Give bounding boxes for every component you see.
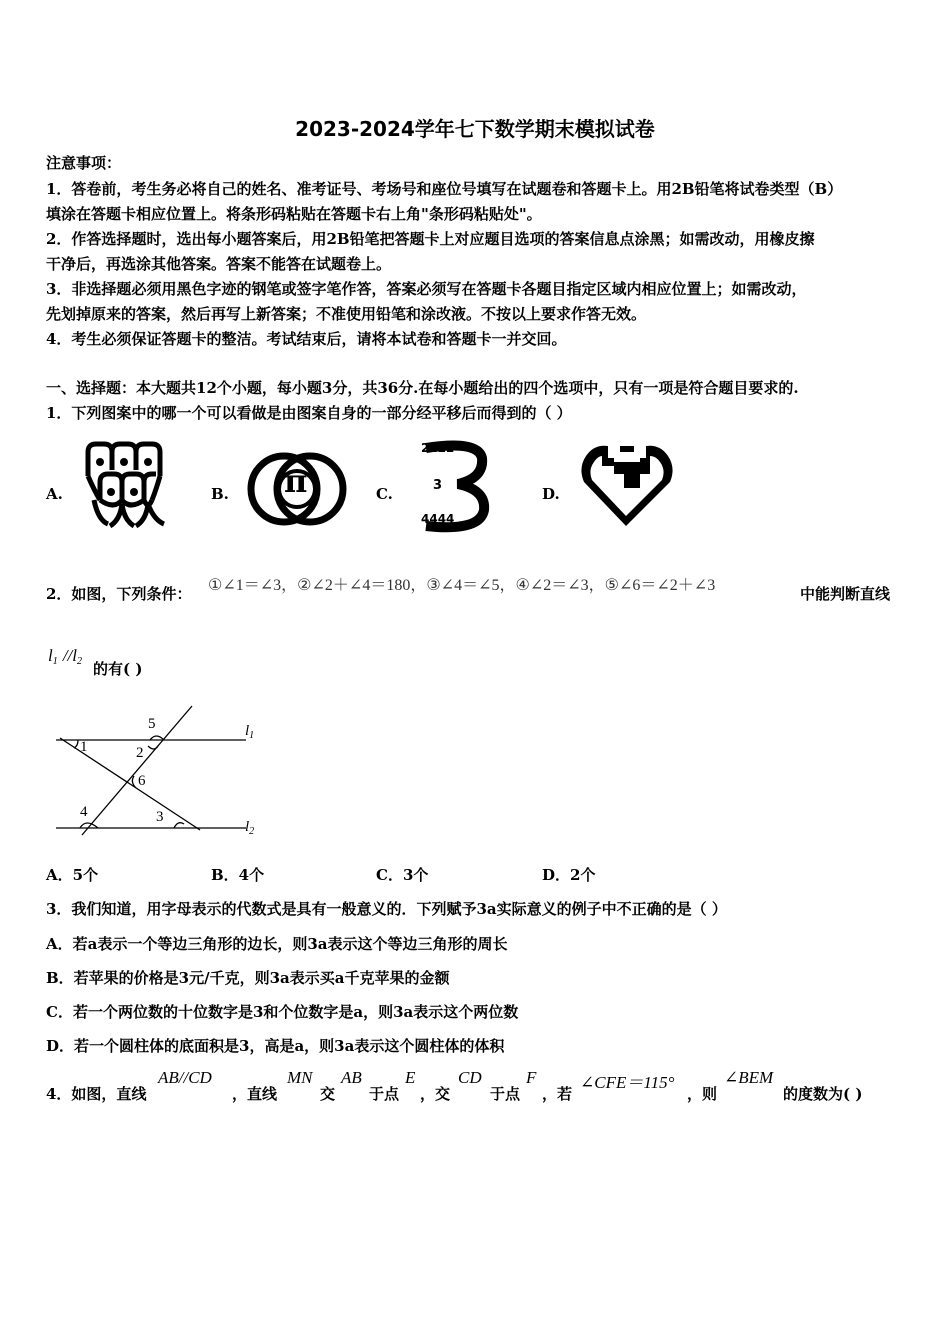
q2-after: 的有( ) bbox=[93, 660, 143, 678]
q4-math-angle-bem: ∠BEM bbox=[724, 1068, 774, 1087]
q4-math-f: F bbox=[526, 1068, 537, 1087]
q3-option-c[interactable]: C．若一个两位数的十位数字是3和个位数字是a，则3a表示这个两位数 bbox=[46, 1003, 519, 1021]
q2-parallel-expr: $l_1$ $//l_2$ bbox=[48, 646, 83, 667]
q1-option-a[interactable]: A. bbox=[46, 485, 63, 503]
notice-line: 3．非选择题必须用黑色字迹的钢笔或签字笔作答，答案必须写在答题卡各题目指定区域内相应位置上；如需改动， bbox=[46, 280, 807, 298]
notice-line: 4．考生必须保证答题卡的整洁。考试结束后，请将本试卷和答题卡一并交回。 bbox=[46, 330, 567, 348]
q1-figure-a bbox=[84, 440, 174, 532]
q1-option-b[interactable]: B. bbox=[211, 485, 229, 503]
q3-option-a[interactable]: A．若a表示一个等边三角形的边长，则3a表示这个等边三角形的周长 bbox=[46, 935, 508, 953]
c-text-mid: 3 bbox=[433, 478, 443, 493]
angle-label-5: 5 bbox=[148, 716, 156, 732]
angle-label-2: 2 bbox=[136, 745, 144, 761]
q1-option-d[interactable]: D. bbox=[542, 485, 560, 503]
notice-line: 2．作答选择题时，选出每小题答案后，用2B铅笔把答题卡上对应题目选项的答案信息点涂黑；如需改动，用橡皮擦 bbox=[46, 230, 815, 248]
angle-label-4: 4 bbox=[80, 804, 88, 820]
q3-option-d[interactable]: D．若一个圆柱体的底面积是3，高是a，则3a表示这个圆柱体的体积 bbox=[46, 1037, 505, 1055]
notice-line: 干净后，再选涂其他答案。答案不能答在试题卷上。 bbox=[46, 255, 392, 273]
q4-text-2: ，直线 bbox=[232, 1085, 278, 1103]
notice-line: 填涂在答题卡相应位置上。将条形码粘贴在答题卡右上角"条形码粘贴处"。 bbox=[46, 205, 542, 223]
pi-symbol: π bbox=[284, 462, 308, 500]
notice-heading: 注意事项： bbox=[46, 154, 122, 172]
q2-conditions: ①∠1＝∠3，②∠2＋∠4＝180，③∠4＝∠5，④∠2＝∠3，⑤∠6＝∠2＋∠3 bbox=[208, 577, 716, 594]
section-heading: 一、选择题：本大题共12个小题，每小题3分，共36分.在每小题给出的四个选项中，只有一项是符合题目要求的. bbox=[46, 379, 799, 397]
q4-text-3: 交 bbox=[320, 1085, 336, 1103]
q4-math-ab: AB bbox=[341, 1068, 362, 1087]
angle-label-1: 1 bbox=[80, 739, 88, 755]
q4-text-9: 的度数为( ) bbox=[783, 1085, 863, 1103]
angle-label-3: 3 bbox=[156, 809, 164, 825]
q3-option-b[interactable]: B．若苹果的价格是3元/千克，则3a表示买a千克苹果的金额 bbox=[46, 969, 450, 987]
c-text-bottom: 4444 bbox=[421, 512, 455, 526]
q4-math-cd: CD bbox=[458, 1068, 482, 1087]
q1-stem: 1．下列图案中的哪一个可以看做是由图案自身的一部分经平移后而得到的（ ） bbox=[46, 404, 572, 422]
q2-option-b[interactable]: B．4个 bbox=[211, 866, 265, 884]
line-label-l2: $l_2$ bbox=[245, 819, 255, 837]
line-label-l1: $l_1$ bbox=[245, 723, 255, 741]
q4-math-e: E bbox=[405, 1068, 416, 1087]
notice-line: 1．答卷前，考生务必将自己的姓名、准考证号、考场号和座位号填写在试题卷和答题卡上。用2B铅笔将试卷类型（B） bbox=[46, 180, 843, 198]
page-title: 2023-2024学年七下数学期末模拟试卷 bbox=[295, 117, 655, 141]
q2-stem: 2．如图，下列条件： bbox=[46, 585, 192, 603]
q4-math-mn: MN bbox=[287, 1068, 313, 1087]
q4-text-7: ，若 bbox=[542, 1085, 573, 1103]
q4-text-8: ，则 bbox=[687, 1085, 718, 1103]
q3-stem: 3．我们知道，用字母表示的代数式是具有一般意义的．下列赋予3a实际意义的例子中不正确的是（ ） bbox=[46, 900, 727, 918]
q4-text-4: 于点 bbox=[369, 1085, 400, 1103]
notice-line: 先划掉原来的答案，然后再写上新答案；不准使用铅笔和涂改液。不按以上要求作答无效。 bbox=[46, 305, 647, 323]
q4-text-5: ，交 bbox=[420, 1085, 451, 1103]
c-text-top: 2222 bbox=[421, 441, 455, 455]
q2-option-a[interactable]: A．5个 bbox=[46, 866, 99, 884]
q4-text-1: 4．如图，直线 bbox=[46, 1085, 147, 1103]
q2-option-c[interactable]: C．3个 bbox=[376, 866, 429, 884]
q1-figure-d bbox=[580, 438, 676, 532]
q4-math-ab-cd: AB//CD bbox=[158, 1068, 212, 1087]
q1-option-c[interactable]: C. bbox=[376, 485, 393, 503]
q2-option-d[interactable]: D．2个 bbox=[542, 866, 596, 884]
angle-label-6: 6 bbox=[138, 773, 146, 789]
q4-math-angle-cfe: ∠CFE＝115° bbox=[580, 1073, 675, 1092]
q4-text-6: 于点 bbox=[490, 1085, 521, 1103]
q2-tail: 中能判断直线 bbox=[800, 585, 891, 603]
